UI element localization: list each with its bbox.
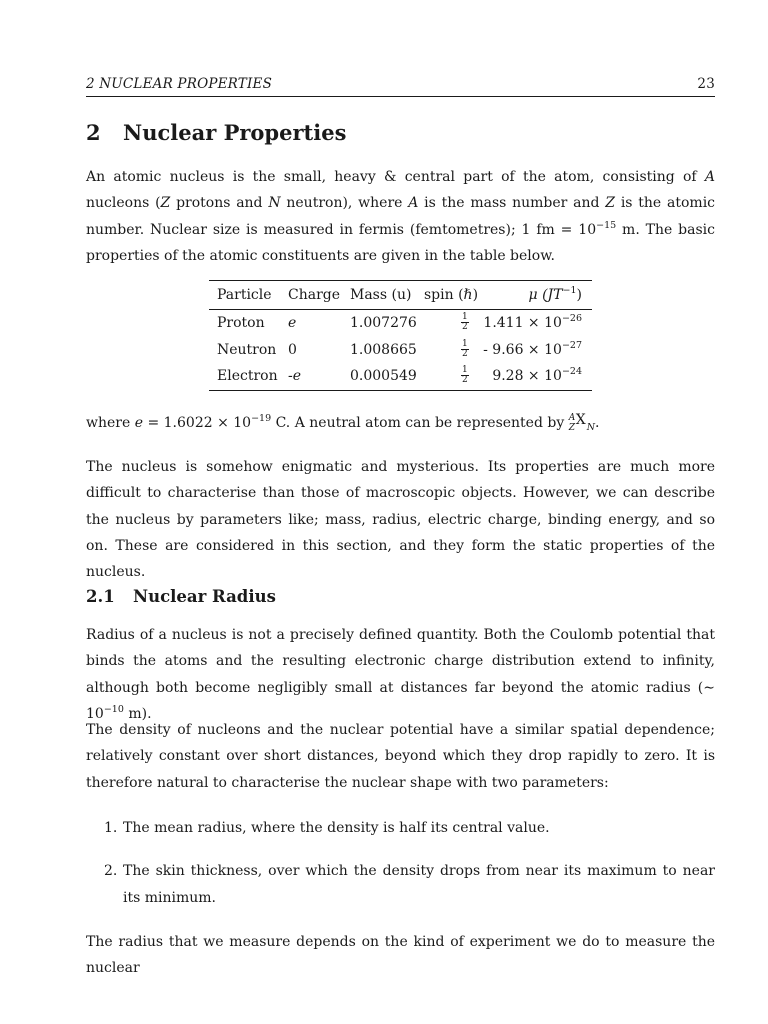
list-text: The mean radius, where the density is half its central value. <box>123 820 550 836</box>
table-row <box>209 363 592 390</box>
header-charge: Charge <box>288 287 341 303</box>
list-text: The skin thickness, over which the density drops from near its maximum to near its minimum. <box>123 863 715 906</box>
running-head-title: 2 NUCLEAR PROPERTIES <box>86 76 273 92</box>
cell-charge: e <box>288 315 297 331</box>
cell-mass: 0.000549 <box>350 368 417 384</box>
list-marker: 2. <box>104 863 118 879</box>
intro-paragraph: An atomic nucleus is the small, heavy & central part of the atom, consisting of A nucleons (Z protons and N neutron), where A is the mass number and Z is the atomic number. Nuclear size is measured in fermis (femtometres); 1 fm = $10^{-15}$ m. The basic properties of the atomic constituents are given in the table below. <box>86 169 716 264</box>
radius-paragraph: Radius of a nucleus is not a precisely defined quantity. Both the Coulomb potential that binds the atoms and the resulting electronic charge distribution extend to infinity, although both become negligibly small at distances far beyond the atomic radius (∼ $10^{-10}$ m). <box>86 627 715 722</box>
particle-properties-table <box>209 280 592 391</box>
header-spin: spin (ℏ) <box>424 287 479 303</box>
page-number: 23 <box>697 76 715 92</box>
running-head <box>86 76 715 96</box>
cell-charge: -e <box>288 368 302 384</box>
cell-spin: $\frac{1}{2}$ <box>462 312 468 332</box>
table-row <box>209 337 592 364</box>
cell-mu: $9.28 \times 10^{-24}$ <box>492 366 582 384</box>
cell-mu: - $9.66 \times 10^{-27}$ <box>483 339 582 358</box>
charge-definition-paragraph: where $e = 1.6022 \times 10^{-19}$ C. A neutral atom can be represented by A Z X $_N$. <box>86 412 600 433</box>
header-mu: μ $(JT^{-1})$ <box>528 285 582 303</box>
cell-mass: 1.008665 <box>350 341 417 358</box>
cell-particle: Neutron <box>217 341 277 358</box>
header-mass: Mass (u) <box>350 287 412 303</box>
enigmatic-paragraph: The nucleus is somehow enigmatic and mysterious. Its properties are much more difficult to characterise than those of macroscopic objects. However, we can describe the nucleus by parameters like; mass, radius, electric charge, binding energy, and so on. These are considered in this section, and they form the static properties of the nucleus. <box>86 459 715 581</box>
closing-paragraph: The radius that we measure depends on the kind of experiment we do to measure the nuclear <box>86 934 715 977</box>
list-marker: 1. <box>104 820 118 836</box>
table-bottom-rule <box>209 390 592 391</box>
density-paragraph: The density of nucleons and the nuclear potential have a similar spatial dependence; relatively constant over short distances, beyond which they drop rapidly to zero. It is therefore natural to characterise the nuclear shape with two parameters: <box>86 722 715 791</box>
cell-mu: $1.411 \times 10^{-26}$ <box>483 313 582 331</box>
subsection-title: Nuclear Radius <box>133 587 276 606</box>
section-heading <box>86 120 346 145</box>
subsection-heading <box>86 587 276 606</box>
cell-charge: 0 <box>288 341 297 358</box>
table-row <box>209 310 592 337</box>
cell-particle: Proton <box>217 315 265 331</box>
cell-spin: $\frac{1}{2}$ <box>462 365 468 385</box>
section-title: Nuclear Properties <box>123 120 347 145</box>
subsection-number: 2.1 <box>86 587 115 606</box>
nuclide-notation: A Z X <box>568 412 586 433</box>
cell-mass: 1.007276 <box>350 315 417 331</box>
section-number: 2 <box>86 120 101 145</box>
header-rule <box>86 96 715 97</box>
table-header-row <box>209 281 592 309</box>
cell-spin: $\frac{1}{2}$ <box>462 338 468 359</box>
header-particle: Particle <box>217 287 272 303</box>
cell-particle: Electron <box>217 368 278 384</box>
